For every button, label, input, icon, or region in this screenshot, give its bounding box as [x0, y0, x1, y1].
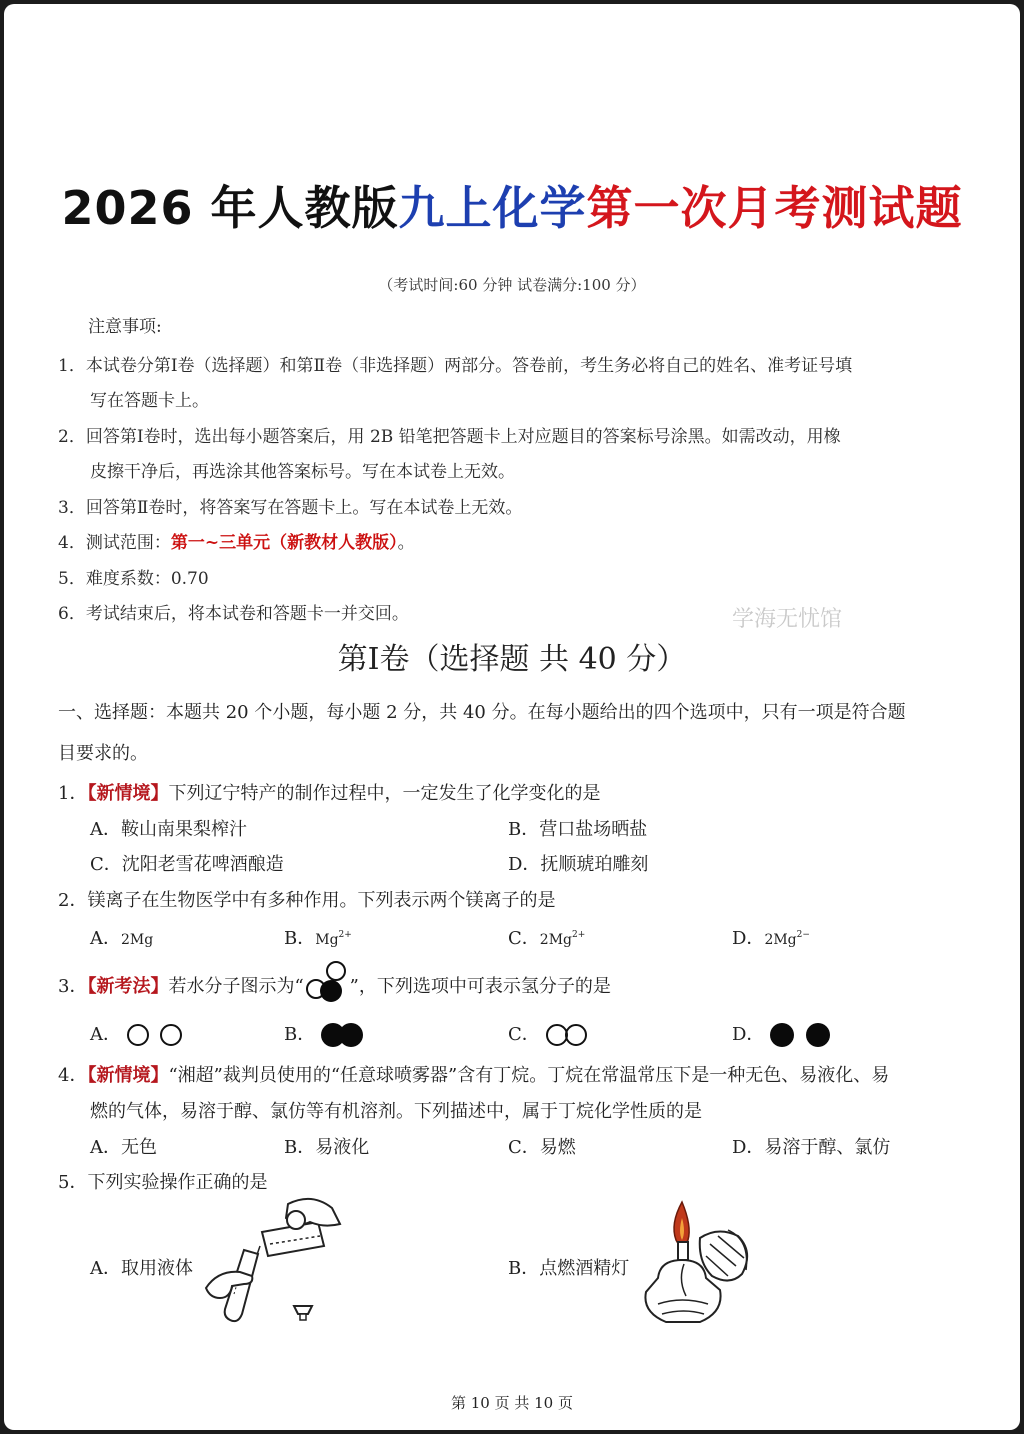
section-instructions-cont: 目要求的。 — [58, 743, 148, 764]
q5-option-b: B．点燃酒精灯 — [508, 1258, 630, 1279]
alcohol-lamp-illustration — [638, 1200, 756, 1328]
notice-item-1: 1．本试卷分第Ⅰ卷（选择题）和第Ⅱ卷（非选择题）两部分。答卷前，考生务必将自己的姓名、准考证号填 — [58, 356, 853, 376]
h-atom-icon — [160, 1024, 182, 1046]
q5-option-a: A．取用液体 — [90, 1258, 193, 1279]
notice-item-5: 5．难度系数：0.70 — [58, 569, 209, 589]
question-4: 4．【新情境】“湘超”裁判员使用的“任意球喷雾器”含有丁烷。丁烷在常温常压下是一种无色、易液化、易 — [58, 1065, 890, 1086]
question-1: 1．【新情境】下列辽宁特产的制作过程中，一定发生了化学变化的是 — [58, 783, 601, 804]
water-molecule-icon — [304, 977, 350, 997]
question-tag: 【新情境】 — [87, 1065, 169, 1086]
q2-option-d: D．$2Mg^{2-}$ — [732, 928, 810, 949]
q2-option-a: A．2Mg — [90, 928, 154, 949]
question-4-cont: 燃的气体，易溶于醇、氯仿等有机溶剂。下列描述中，属于丁烷化学性质的是 — [90, 1101, 702, 1122]
question-2: 2．镁离子在生物医学中有多种作用。下列表示两个镁离子的是 — [58, 890, 556, 911]
question-3: 3．【新考法】若水分子图示为“ ”，下列选项中可表示氢分子的是 — [58, 972, 611, 998]
q3-option-b: B． — [284, 1020, 363, 1047]
test-range: 第一~三单元（新教材人教版） — [170, 533, 398, 553]
notice-item-4: 4．测试范围：第一~三单元（新教材人教版）。 — [58, 533, 415, 553]
question-5: 5．下列实验操作正确的是 — [58, 1172, 268, 1193]
q4-option-a: A．无色 — [90, 1137, 157, 1158]
notice-item-1-cont: 写在答题卡上。 — [90, 391, 209, 411]
watermark: 学海无忧馆 — [732, 607, 843, 632]
exam-page — [4, 4, 1020, 1430]
title-part-year: 2026 年人教版 — [61, 181, 399, 235]
q1-option-d: D．抚顺琥珀雕刻 — [508, 854, 649, 875]
atom-icon — [806, 1023, 830, 1047]
q4-option-c: C．易燃 — [508, 1137, 576, 1158]
notice-item-2: 2．回答第Ⅰ卷时，选出每小题答案后，用 2B 铅笔把答题卡上对应题目的答案标号涂黑。如需改动，用橡 — [58, 427, 841, 447]
title-part-exam: 第一次月考测试题 — [586, 181, 963, 235]
q3-option-c: C． — [508, 1020, 587, 1046]
atom-icon — [339, 1023, 363, 1047]
page-footer: 第 10 页 共 10 页 — [450, 1394, 573, 1412]
title-part-subject: 九上化学 — [398, 181, 587, 235]
q2-option-b: B．$Mg^{2+}$ — [284, 928, 352, 949]
section-instructions: 一、选择题：本题共 20 个小题，每小题 2 分，共 40 分。在每小题给出的四个选项中，只有一项是符合题 — [58, 702, 906, 723]
q4-option-b: B．易液化 — [284, 1137, 370, 1158]
pour-liquid-illustration — [200, 1194, 350, 1324]
page-title — [4, 172, 1020, 238]
question-tag: 【新情境】 — [87, 783, 169, 804]
q1-option-c: C．沈阳老雪花啤酒酿造 — [90, 854, 284, 875]
notice-heading: 注意事项: — [88, 317, 162, 337]
q1-option-b: B．营口盐场晒盐 — [508, 819, 648, 840]
q3-option-a: A． — [90, 1020, 182, 1046]
q3-option-d: D． — [732, 1020, 830, 1047]
notice-item-6: 6．考试结束后，将本试卷和答题卡一并交回。 — [58, 604, 409, 624]
q2-option-c: C．$2Mg^{2+}$ — [508, 928, 586, 949]
q1-option-a: A．鞍山南果梨榨汁 — [90, 819, 247, 840]
h-atom-icon — [565, 1024, 587, 1046]
notice-item-3: 3．回答第Ⅱ卷时，将答案写在答题卡上。写在本试卷上无效。 — [58, 498, 523, 518]
exam-info: （考试时间:60 分钟 试卷满分:100 分） — [378, 276, 646, 294]
atom-icon — [770, 1023, 794, 1047]
volume-title: 第Ⅰ卷（选择题 共 40 分） — [337, 642, 687, 677]
h-atom-icon — [127, 1024, 149, 1046]
q4-option-d: D．易溶于醇、氯仿 — [732, 1137, 891, 1158]
notice-item-2-cont: 皮擦干净后，再选涂其他答案标号。写在本试卷上无效。 — [90, 462, 515, 482]
question-tag: 【新考法】 — [87, 976, 169, 997]
